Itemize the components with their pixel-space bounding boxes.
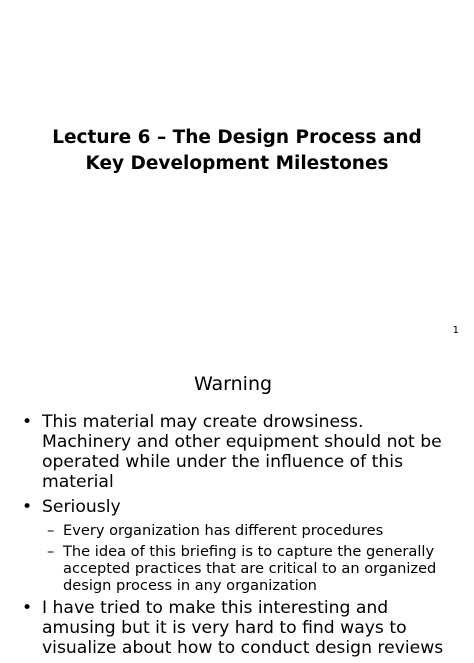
bullet-text: Seriously: [42, 497, 121, 517]
bullet-dot-icon: •: [22, 412, 33, 432]
bullet-text: This material may create drowsiness. Machinery and other equipment should not be operated while under the influence of this material: [42, 412, 442, 492]
bullet-dot-icon: •: [22, 598, 33, 618]
slide-2: [0, 352, 474, 658]
slide-1-title-line-2: Key Development Milestones: [85, 153, 389, 174]
sub-bullet-text: The idea of this briefing is to capture the generally accepted practices that are critical to an organized design process in any organization: [63, 543, 437, 594]
slide-2-title: Warning: [193, 373, 273, 395]
sub-bullet-item: [22, 543, 446, 594]
bullet-dot-icon: •: [22, 497, 33, 517]
bullet-item: [22, 412, 446, 492]
slide-1-title-line-1: Lecture 6 – The Design Process and: [52, 127, 422, 148]
bullet-list: [22, 412, 446, 663]
page-number: 1: [452, 325, 459, 336]
bullet-dash-icon: –: [47, 543, 55, 560]
bullet-item: [22, 497, 446, 517]
bullet-item: [22, 598, 446, 658]
slide-1-title: [0, 125, 474, 177]
sub-bullet-text: Every organization has different procedures: [63, 522, 384, 539]
sub-bullet-item: [22, 522, 446, 539]
bullet-text: I have tried to make this interesting and amusing but it is very hard to find ways to visualize about how to conduct design reviews: [42, 598, 444, 658]
bullet-dash-icon: –: [47, 522, 55, 539]
